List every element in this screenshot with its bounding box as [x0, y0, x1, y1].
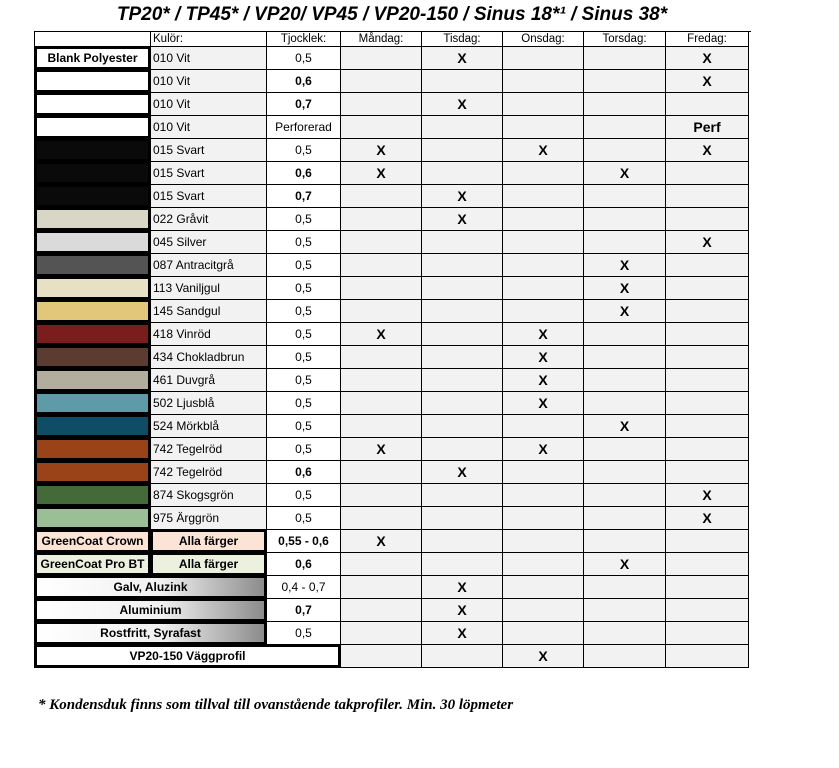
- row-17-day-4: [666, 438, 749, 461]
- row-3-day-3: [584, 116, 666, 139]
- row-6-day-2: [503, 185, 584, 208]
- color-name: 145 Sandgul: [151, 300, 267, 323]
- metal-0-day-1: X: [422, 576, 503, 599]
- metal-2-day-0: [341, 622, 422, 645]
- greencoat-colors-text: Alla färger: [153, 532, 264, 550]
- thickness-value: 0,5: [267, 323, 341, 346]
- row-14-day-2: X: [503, 369, 584, 392]
- color-name: 010 Vit: [151, 93, 267, 116]
- row-3-day-4: Perf: [666, 116, 749, 139]
- row-1-day-4: X: [666, 70, 749, 93]
- header-day-1: Tisdag:: [422, 32, 503, 47]
- color-swatch: [35, 277, 151, 300]
- metal-1-day-4: [666, 599, 749, 622]
- row-5-day-4: [666, 162, 749, 185]
- greencoat-label: [35, 553, 151, 576]
- header-color: Kulör:: [151, 32, 267, 47]
- color-swatch: [35, 185, 151, 208]
- thickness-value: 0,7: [267, 599, 341, 622]
- wall-profile-label: [35, 645, 341, 668]
- color-swatch: [35, 507, 151, 530]
- thickness-value: 0,5: [267, 622, 341, 645]
- thickness-value: 0,5: [267, 300, 341, 323]
- greencoat-colors: [151, 553, 267, 576]
- row-13-day-2: X: [503, 346, 584, 369]
- metal-2-day-3: [584, 622, 666, 645]
- thickness-value: 0,6: [267, 553, 341, 576]
- row-19-day-3: [584, 484, 666, 507]
- row-9-day-0: [341, 254, 422, 277]
- row-10-day-1: [422, 277, 503, 300]
- swatch-fill: [37, 394, 148, 412]
- row-10-day-0: [341, 277, 422, 300]
- swatch-fill: [37, 509, 148, 527]
- row-17-day-3: [584, 438, 666, 461]
- metal-label: [35, 599, 267, 622]
- row-13-day-3: [584, 346, 666, 369]
- color-swatch: [35, 208, 151, 231]
- special-0-day-0: X: [341, 530, 422, 553]
- row-12-day-2: X: [503, 323, 584, 346]
- row-18-day-0: [341, 461, 422, 484]
- color-name: 975 Ärggrön: [151, 507, 267, 530]
- greencoat-colors: [151, 530, 267, 553]
- wall-day-1: [422, 645, 503, 668]
- color-name: 087 Antracitgrå: [151, 254, 267, 277]
- thickness-value: 0,7: [267, 185, 341, 208]
- metal-0-day-4: [666, 576, 749, 599]
- color-name: 742 Tegelröd: [151, 461, 267, 484]
- color-swatch: [35, 47, 151, 70]
- row-0-day-4: X: [666, 47, 749, 70]
- row-15-day-2: X: [503, 392, 584, 415]
- row-19-day-0: [341, 484, 422, 507]
- row-0-day-1: X: [422, 47, 503, 70]
- thickness-value: 0,5: [267, 438, 341, 461]
- row-4-day-0: X: [341, 139, 422, 162]
- wall-day-2: X: [503, 645, 584, 668]
- swatch-fill: [37, 164, 148, 182]
- color-name: 418 Vinröd: [151, 323, 267, 346]
- row-9-day-3: X: [584, 254, 666, 277]
- row-14-day-3: [584, 369, 666, 392]
- color-name: 874 Skogsgrön: [151, 484, 267, 507]
- swatch-fill: [37, 141, 148, 159]
- swatch-fill: [37, 233, 148, 251]
- color-swatch: [35, 323, 151, 346]
- color-swatch: [35, 300, 151, 323]
- metal-label-text: Rostfritt, Syrafast: [37, 624, 264, 642]
- row-16-day-0: [341, 415, 422, 438]
- row-11-day-0: [341, 300, 422, 323]
- row-2-day-4: [666, 93, 749, 116]
- row-12-day-4: [666, 323, 749, 346]
- greencoat-label: [35, 530, 151, 553]
- color-swatch: [35, 231, 151, 254]
- row-13-day-1: [422, 346, 503, 369]
- row-16-day-4: [666, 415, 749, 438]
- color-swatch: [35, 415, 151, 438]
- metal-1-day-2: [503, 599, 584, 622]
- swatch-fill: [37, 440, 148, 458]
- row-4-day-3: [584, 139, 666, 162]
- swatch-fill: [37, 210, 148, 228]
- metal-label: [35, 576, 267, 599]
- color-swatch: [35, 139, 151, 162]
- row-16-day-3: X: [584, 415, 666, 438]
- color-name: 113 Vaniljgul: [151, 277, 267, 300]
- row-12-day-0: X: [341, 323, 422, 346]
- row-14-day-4: [666, 369, 749, 392]
- color-name: 010 Vit: [151, 70, 267, 93]
- row-17-day-0: X: [341, 438, 422, 461]
- metal-0-day-2: [503, 576, 584, 599]
- row-17-day-2: X: [503, 438, 584, 461]
- swatch-fill: [37, 279, 148, 297]
- row-14-day-0: [341, 369, 422, 392]
- row-7-day-2: [503, 208, 584, 231]
- row-14-day-1: [422, 369, 503, 392]
- row-19-day-2: [503, 484, 584, 507]
- color-name: 015 Svart: [151, 185, 267, 208]
- special-0-day-3: [584, 530, 666, 553]
- metal-1-day-0: [341, 599, 422, 622]
- row-11-day-4: [666, 300, 749, 323]
- row-6-day-4: [666, 185, 749, 208]
- row-18-day-1: X: [422, 461, 503, 484]
- row-2-day-0: [341, 93, 422, 116]
- row-12-day-3: [584, 323, 666, 346]
- metal-2-day-1: X: [422, 622, 503, 645]
- row-15-day-4: [666, 392, 749, 415]
- swatch-fill: [37, 371, 148, 389]
- row-9-day-4: [666, 254, 749, 277]
- thickness-value: 0,5: [267, 277, 341, 300]
- thickness-value: 0,5: [267, 346, 341, 369]
- color-name: 045 Silver: [151, 231, 267, 254]
- thickness-value: 0,5: [267, 369, 341, 392]
- page-title: TP20* / TP45* / VP20/ VP45 / VP20-150 / Sinus 18*¹ / Sinus 38*: [116, 4, 668, 25]
- row-7-day-0: [341, 208, 422, 231]
- row-20-day-4: X: [666, 507, 749, 530]
- row-11-day-2: [503, 300, 584, 323]
- color-name: 742 Tegelröd: [151, 438, 267, 461]
- row-6-day-3: [584, 185, 666, 208]
- row-16-day-2: [503, 415, 584, 438]
- metal-2-day-2: [503, 622, 584, 645]
- greencoat-label-text: GreenCoat Pro BT: [37, 555, 148, 573]
- swatch-fill: [37, 95, 148, 113]
- wall-day-3: [584, 645, 666, 668]
- row-20-day-2: [503, 507, 584, 530]
- color-name: 434 Chokladbrun: [151, 346, 267, 369]
- wall-day-0: [341, 645, 422, 668]
- metal-1-day-3: [584, 599, 666, 622]
- color-swatch: [35, 484, 151, 507]
- row-8-day-0: [341, 231, 422, 254]
- row-19-day-4: X: [666, 484, 749, 507]
- row-18-day-3: [584, 461, 666, 484]
- special-0-day-2: [503, 530, 584, 553]
- row-6-day-1: X: [422, 185, 503, 208]
- row-3-day-2: [503, 116, 584, 139]
- row-17-day-1: [422, 438, 503, 461]
- swatch-fill: [37, 417, 148, 435]
- thickness-value: 0,5: [267, 415, 341, 438]
- greencoat-label-text: GreenCoat Crown: [37, 532, 148, 550]
- row-11-day-3: X: [584, 300, 666, 323]
- color-swatch: [35, 369, 151, 392]
- thickness-value: 0,5: [267, 484, 341, 507]
- row-8-day-3: [584, 231, 666, 254]
- row-8-day-4: X: [666, 231, 749, 254]
- row-18-day-4: [666, 461, 749, 484]
- row-5-day-3: X: [584, 162, 666, 185]
- row-5-day-0: X: [341, 162, 422, 185]
- row-9-day-2: [503, 254, 584, 277]
- row-20-day-1: [422, 507, 503, 530]
- metal-label: [35, 622, 267, 645]
- metal-1-day-1: X: [422, 599, 503, 622]
- row-2-day-2: [503, 93, 584, 116]
- thickness-value: 0,5: [267, 47, 341, 70]
- thickness-value: 0,55 - 0,6: [267, 530, 341, 553]
- color-swatch: [35, 461, 151, 484]
- color-schedule-table: [34, 31, 751, 668]
- special-1-day-4: [666, 553, 749, 576]
- row-13-day-0: [341, 346, 422, 369]
- thickness-value: 0,7: [267, 93, 341, 116]
- header-day-2: Onsdag:: [503, 32, 584, 47]
- special-1-day-2: [503, 553, 584, 576]
- row-4-day-4: X: [666, 139, 749, 162]
- row-0-day-2: [503, 47, 584, 70]
- row-9-day-1: [422, 254, 503, 277]
- color-swatch: [35, 116, 151, 139]
- row-11-day-1: [422, 300, 503, 323]
- color-name: 461 Duvgrå: [151, 369, 267, 392]
- header-day-3: Torsdag:: [584, 32, 666, 47]
- color-swatch: [35, 162, 151, 185]
- swatch-fill: [37, 348, 148, 366]
- row-5-day-2: [503, 162, 584, 185]
- row-15-day-0: [341, 392, 422, 415]
- row-2-day-3: [584, 93, 666, 116]
- row-19-day-1: [422, 484, 503, 507]
- color-name: 015 Svart: [151, 162, 267, 185]
- header-day-4: Fredag:: [666, 32, 749, 47]
- thickness-value: 0,4 - 0,7: [267, 576, 341, 599]
- header-day-0: Måndag:: [341, 32, 422, 47]
- special-1-day-1: [422, 553, 503, 576]
- row-8-day-2: [503, 231, 584, 254]
- row-7-day-1: X: [422, 208, 503, 231]
- special-0-day-4: [666, 530, 749, 553]
- color-name: 524 Mörkblå: [151, 415, 267, 438]
- row-15-day-1: [422, 392, 503, 415]
- color-swatch: [35, 392, 151, 415]
- row-15-day-3: [584, 392, 666, 415]
- swatch-fill: [37, 463, 148, 481]
- row-3-day-0: [341, 116, 422, 139]
- metal-0-day-3: [584, 576, 666, 599]
- metal-label-text: Galv, Aluzink: [37, 578, 264, 596]
- row-10-day-4: [666, 277, 749, 300]
- color-swatch: [35, 254, 151, 277]
- wall-day-4: [666, 645, 749, 668]
- row-8-day-1: [422, 231, 503, 254]
- thickness-value: 0,6: [267, 162, 341, 185]
- row-1-day-1: [422, 70, 503, 93]
- special-1-day-0: [341, 553, 422, 576]
- row-3-day-1: [422, 116, 503, 139]
- row-10-day-3: X: [584, 277, 666, 300]
- row-4-day-2: X: [503, 139, 584, 162]
- row-7-day-4: [666, 208, 749, 231]
- row-1-day-0: [341, 70, 422, 93]
- thickness-value: 0,5: [267, 392, 341, 415]
- row-12-day-1: [422, 323, 503, 346]
- color-swatch: [35, 70, 151, 93]
- swatch-fill: [37, 486, 148, 504]
- color-name: 010 Vit: [151, 116, 267, 139]
- row-18-day-2: [503, 461, 584, 484]
- header-thickness: Tjocklek:: [267, 32, 341, 47]
- thickness-value: 0,5: [267, 507, 341, 530]
- thickness-value: 0,5: [267, 139, 341, 162]
- metal-2-day-4: [666, 622, 749, 645]
- metal-label-text: Aluminium: [37, 601, 264, 619]
- thickness-value: 0,6: [267, 70, 341, 93]
- color-swatch: [35, 346, 151, 369]
- color-name: 022 Gråvit: [151, 208, 267, 231]
- row-20-day-3: [584, 507, 666, 530]
- thickness-value: 0,5: [267, 208, 341, 231]
- row-16-day-1: [422, 415, 503, 438]
- swatch-fill: [37, 325, 148, 343]
- color-name: 015 Svart: [151, 139, 267, 162]
- row-2-day-1: X: [422, 93, 503, 116]
- footnote: * Kondensduk finns som tillval till ovanstående takprofiler. Min. 30 löpmeter: [38, 697, 514, 713]
- row-13-day-4: [666, 346, 749, 369]
- swatch-fill: [37, 256, 148, 274]
- wall-profile-label-text: VP20-150 Väggprofil: [37, 647, 338, 665]
- color-swatch: [35, 93, 151, 116]
- swatch-fill: Blank Polyester: [37, 49, 148, 67]
- row-0-day-0: [341, 47, 422, 70]
- row-6-day-0: [341, 185, 422, 208]
- row-4-day-1: [422, 139, 503, 162]
- thickness-value: Perforerad: [267, 116, 341, 139]
- row-10-day-2: [503, 277, 584, 300]
- thickness-value: 0,6: [267, 461, 341, 484]
- swatch-fill: [37, 302, 148, 320]
- color-swatch: [35, 438, 151, 461]
- row-20-day-0: [341, 507, 422, 530]
- row-1-day-2: [503, 70, 584, 93]
- color-name: 502 Ljusblå: [151, 392, 267, 415]
- row-5-day-1: [422, 162, 503, 185]
- special-1-day-3: X: [584, 553, 666, 576]
- row-1-day-3: [584, 70, 666, 93]
- metal-0-day-0: [341, 576, 422, 599]
- thickness-value: 0,5: [267, 254, 341, 277]
- swatch-fill: [37, 187, 148, 205]
- header-swatch-spacer: [35, 32, 151, 47]
- row-0-day-3: [584, 47, 666, 70]
- swatch-fill: [37, 72, 148, 90]
- row-7-day-3: [584, 208, 666, 231]
- greencoat-colors-text: Alla färger: [153, 555, 264, 573]
- swatch-fill: [37, 118, 148, 136]
- color-name: 010 Vit: [151, 47, 267, 70]
- special-0-day-1: [422, 530, 503, 553]
- thickness-value: 0,5: [267, 231, 341, 254]
